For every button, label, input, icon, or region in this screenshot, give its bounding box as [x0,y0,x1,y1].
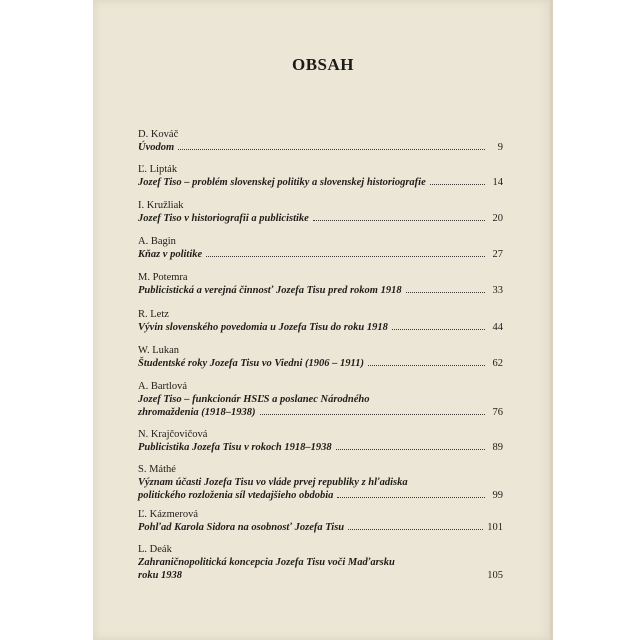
dot-leader [430,184,485,185]
toc-title: Publicistická a verejná činnosť Jozefa Tisu pred rokom 1918 [138,285,402,296]
dot-leader [348,529,483,530]
toc-author: N. Krajčovičová [138,429,208,440]
dot-leader [336,449,485,450]
dot-leader [260,414,485,415]
toc-page-number: 89 [492,442,503,453]
toc-author: A. Bagin [138,236,176,247]
dot-leader [313,220,485,221]
toc-author: M. Potemra [138,272,188,283]
toc-entry [138,128,503,154]
toc-entry [138,380,503,419]
toc-author: Ľ. Lipták [138,164,178,175]
toc-author: L. Deák [138,544,172,555]
toc-page-number: 105 [487,570,503,581]
toc-page-number: 27 [492,249,503,260]
toc-page-number: 33 [492,285,503,296]
toc-page-number: 9 [497,142,503,153]
dot-leader [186,577,483,578]
page-edge [550,0,553,640]
toc-title: Pohľad Karola Sidora na osobnosť Jozefa Tisu [138,522,345,533]
toc-title-line [138,284,503,297]
dot-leader [392,329,485,330]
toc-entry [138,543,503,582]
toc-page-number: 20 [492,213,503,224]
toc-author: Ľ. Kázmerová [138,509,199,520]
toc-author: R. Letz [138,309,169,320]
toc-title: roku 1938 [138,570,183,581]
toc-entry [138,235,503,261]
toc-author: S. Máthé [138,464,176,475]
toc-title: Jozef Tiso – problém slovenskej politiky a slovenskej historiografie [138,177,426,188]
dot-leader [206,256,485,257]
toc-title: Jozef Tiso – funkcionár HSĽS a poslanec Národného [138,394,370,405]
toc-title-line [138,569,503,582]
toc-title: zhromaždenia (1918–1938) [138,407,256,418]
toc-title: Publicistika Jozefa Tisu v rokoch 1918–1938 [138,442,332,453]
toc-title-line [138,489,503,502]
toc-page-number: 44 [492,322,503,333]
dot-leader [406,292,485,293]
toc-entry [138,344,503,370]
toc-entry [138,428,503,454]
toc-title-line [138,357,503,370]
toc-title-line [138,441,503,454]
toc-author: W. Lukan [138,345,180,356]
dot-leader [178,149,485,150]
toc-title-line [138,176,503,189]
toc-title: Študentské roky Jozefa Tisu vo Viedni (1906 – 1911) [138,358,364,369]
toc-entry [138,463,503,502]
page-title: OBSAH [291,55,355,74]
toc-title-line [138,521,503,534]
toc-title: Význam účasti Jozefa Tisu vo vláde prvej republiky z hľadiska [138,477,408,488]
toc-title: Jozef Tiso v historiografii a publicistike [138,213,309,224]
toc-page-number: 76 [492,407,503,418]
toc-title-line [138,248,503,261]
toc-title: Úvodom [138,142,175,153]
toc-page-number: 14 [492,177,503,188]
toc-title-line [138,212,503,225]
toc-page-number: 99 [492,490,503,501]
toc-author: I. Kružliak [138,200,184,211]
toc-entry [138,163,503,189]
toc-author: A. Bartlová [138,381,187,392]
toc-title: politického rozloženia síl vtedajšieho obdobia [138,490,334,501]
toc-title-line [138,141,503,154]
toc-page-number: 101 [487,522,503,533]
toc-title-line [138,321,503,334]
toc-author: D. Kováč [138,129,179,140]
toc-entry [138,271,503,297]
toc-title: Kňaz v politike [138,249,203,260]
toc-entry [138,508,503,534]
toc-entry [138,199,503,225]
toc-title: Zahraničnopolitická koncepcia Jozefa Tisu voči Maďarsku [138,557,395,568]
toc-entry [138,308,503,334]
toc-title-line [138,406,503,419]
dot-leader [337,497,485,498]
dot-leader [368,365,485,366]
toc-title: Vývin slovenského povedomia u Jozefa Tisu do roku 1918 [138,322,388,333]
toc-page-number: 62 [492,358,503,369]
